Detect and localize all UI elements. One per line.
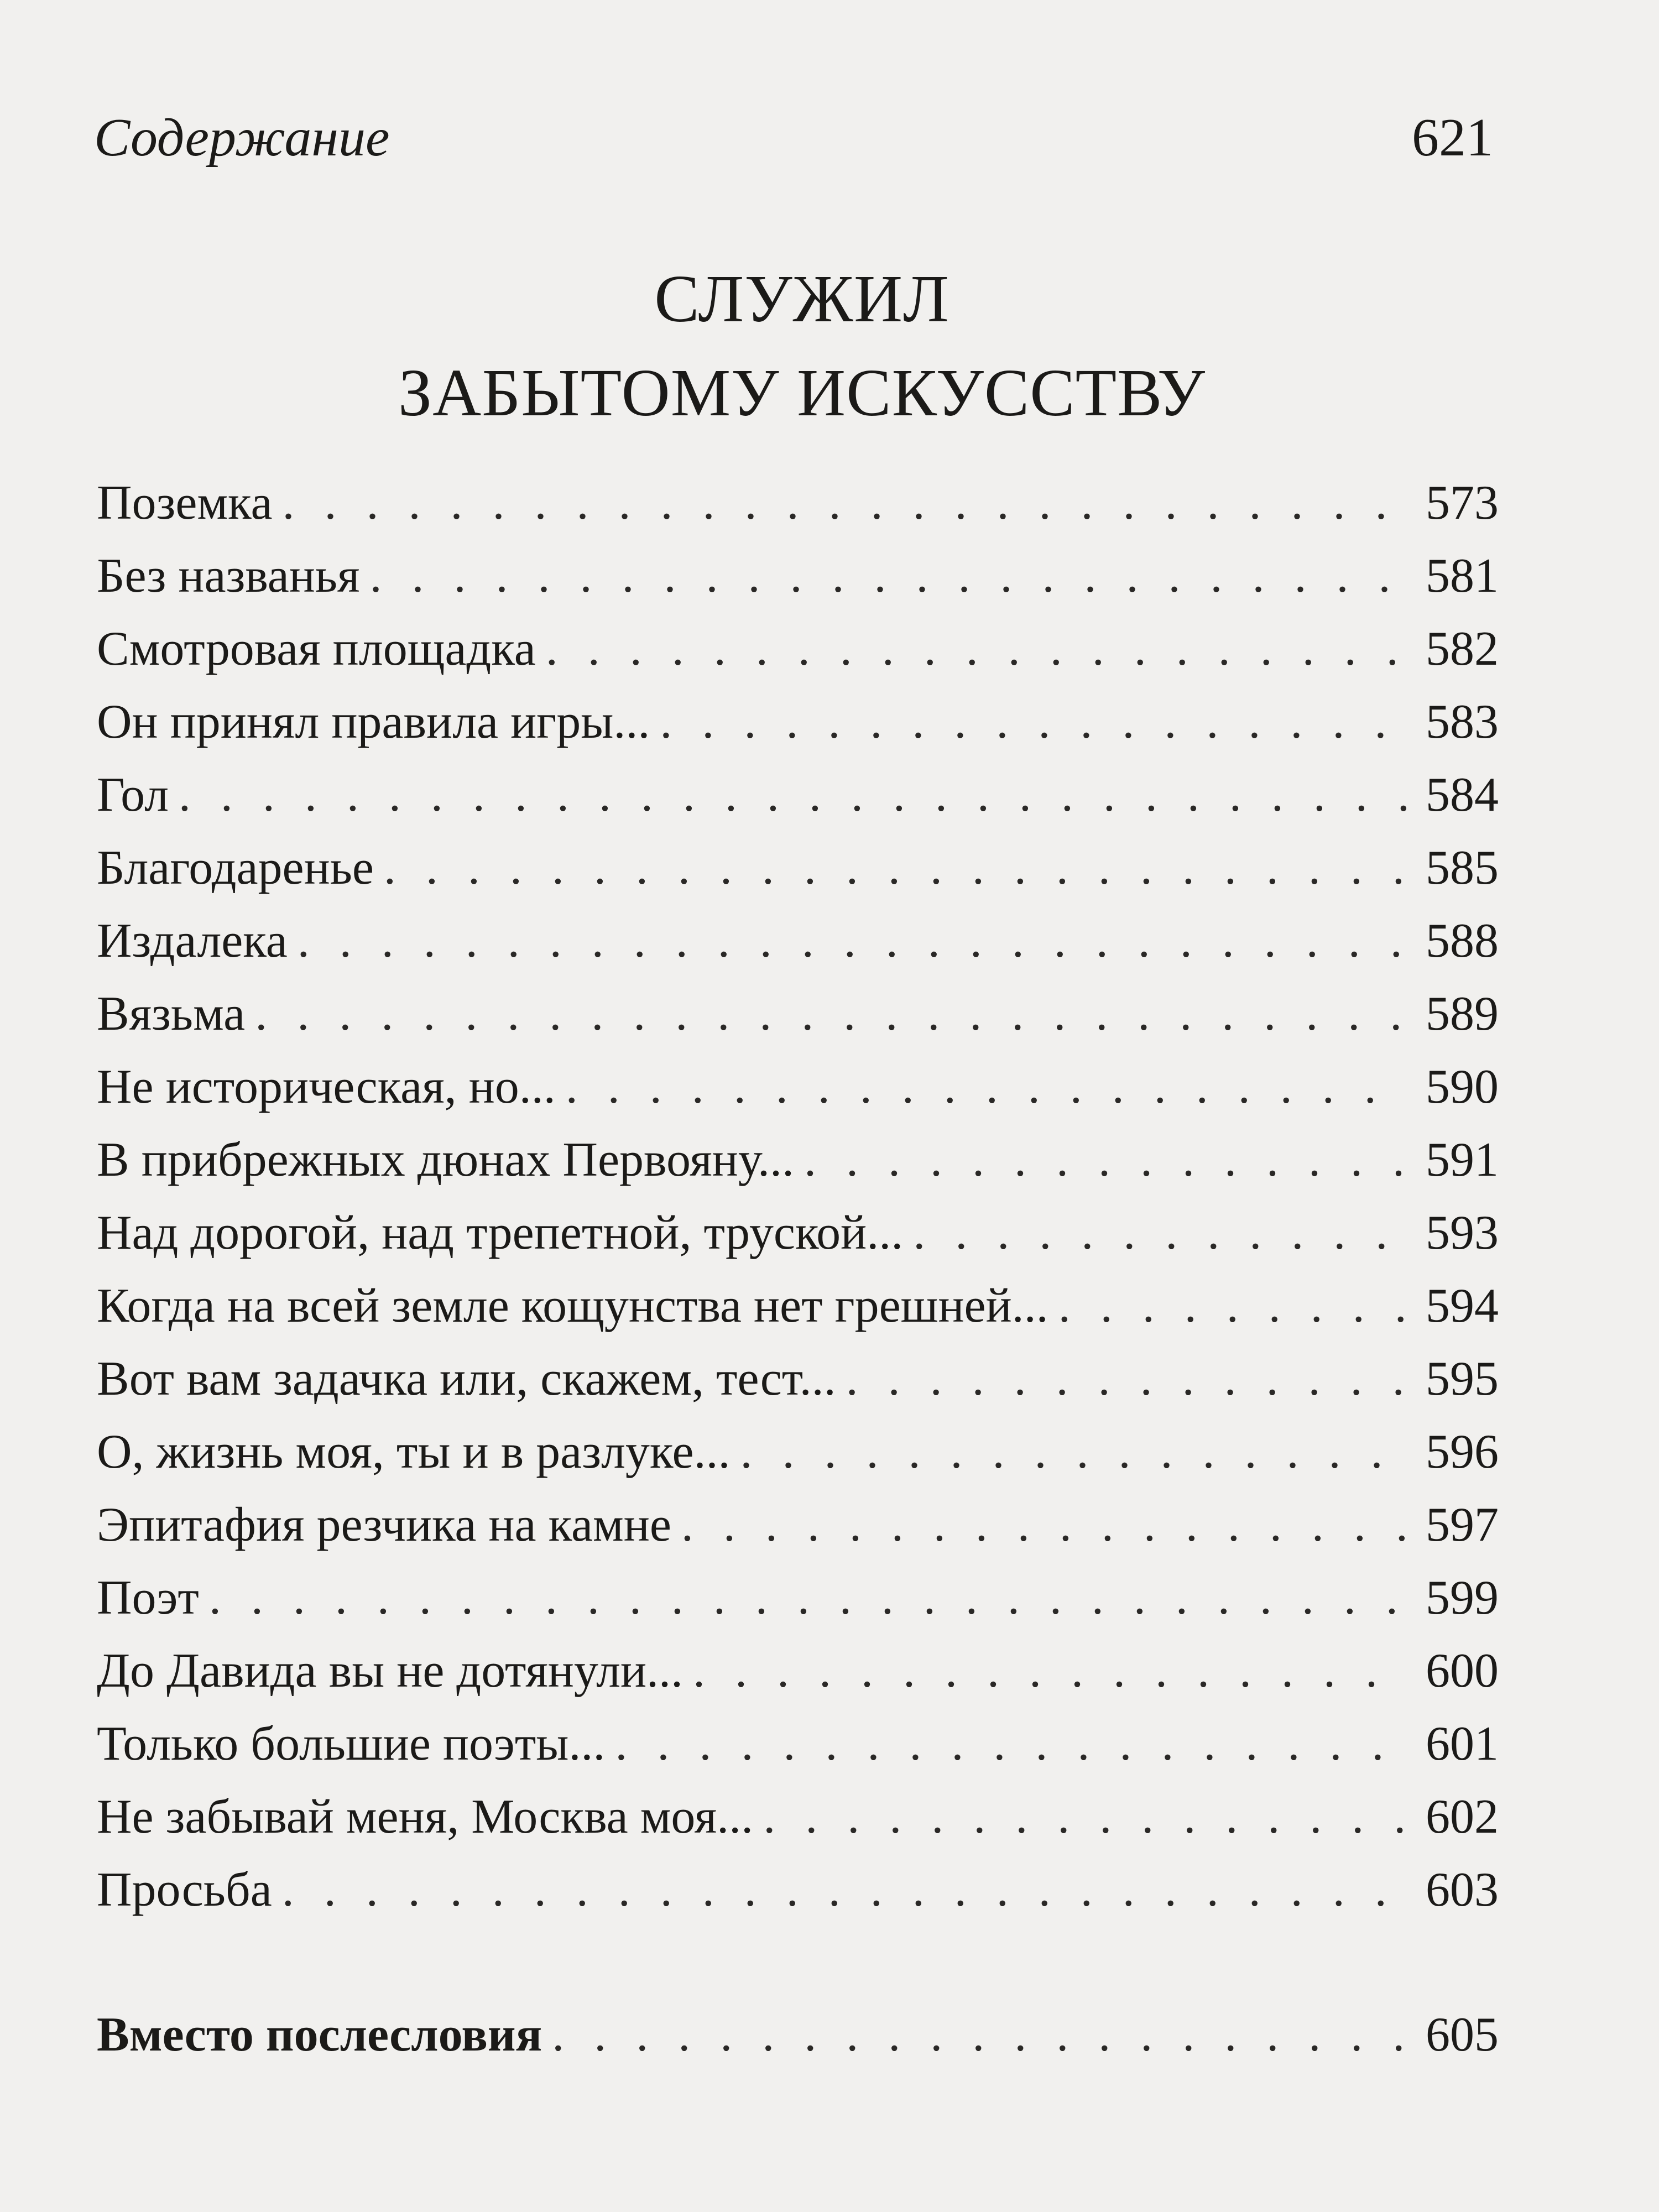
- dot-leader: [804, 1133, 1407, 1188]
- page-number: 621: [1412, 108, 1493, 168]
- dot-leader: [255, 987, 1407, 1042]
- toc-entry-title: Гол: [97, 768, 169, 822]
- dot-leader: [370, 549, 1407, 604]
- toc-entry-title: Благодаренье: [97, 841, 374, 895]
- toc-entry-page: 584: [1426, 768, 1499, 822]
- toc-entry-page: 573: [1426, 476, 1499, 530]
- toc-entry[interactable]: [97, 1790, 1499, 1845]
- toc-entry[interactable]: [97, 1352, 1499, 1407]
- toc-entry-title: Не историческая, но...: [97, 1060, 556, 1114]
- dot-leader: [283, 476, 1407, 531]
- toc-entry[interactable]: [97, 841, 1499, 896]
- toc-entry-page: 601: [1426, 1717, 1499, 1771]
- toc-entry[interactable]: [97, 1279, 1499, 1334]
- toc-entry-page: 599: [1426, 1571, 1499, 1625]
- toc-entry-afterword[interactable]: [97, 2007, 1499, 2063]
- toc-entry-page: 593: [1426, 1206, 1499, 1260]
- toc-entry-page: 588: [1426, 914, 1499, 968]
- toc-entry[interactable]: [97, 1644, 1499, 1699]
- toc-entry-title: Поземка: [97, 476, 273, 530]
- toc-entry-page: 590: [1426, 1060, 1499, 1114]
- toc-entry-page: 595: [1426, 1352, 1499, 1406]
- toc-entry[interactable]: [97, 695, 1499, 750]
- toc-entry-title: О, жизнь моя, ты и в разлуке...: [97, 1425, 731, 1479]
- toc-entry-title: До Давида вы не дотянули...: [97, 1644, 684, 1698]
- toc-entry[interactable]: [97, 1060, 1499, 1115]
- toc-entry-page: 585: [1426, 841, 1499, 895]
- dot-leader: [615, 1717, 1407, 1772]
- dot-leader: [693, 1644, 1407, 1699]
- toc-entry-title: Не забывай меня, Москва моя...: [97, 1790, 754, 1844]
- toc-entry-page: 602: [1426, 1790, 1499, 1844]
- toc-entry[interactable]: [97, 476, 1499, 531]
- toc-entry-title: Вот вам задачка или, скажем, тест...: [97, 1352, 836, 1406]
- toc-entry-page: 603: [1426, 1863, 1499, 1917]
- toc-entry-page: 594: [1426, 1279, 1499, 1333]
- dot-leader: [384, 841, 1407, 896]
- toc-entry[interactable]: [97, 768, 1499, 823]
- dot-leader: [660, 695, 1407, 750]
- toc-entry-title: Поэт: [97, 1571, 199, 1625]
- dot-leader: [740, 1425, 1407, 1480]
- toc-entry[interactable]: [97, 622, 1499, 677]
- toc-entry-title: Он принял правила игры...: [97, 695, 650, 749]
- dot-leader: [298, 914, 1407, 969]
- toc-entry-page: 583: [1426, 695, 1499, 749]
- section-title-line-1: СЛУЖИЛ: [654, 262, 950, 336]
- toc-entry-title: Без названья: [97, 549, 360, 603]
- toc-entry-page: 591: [1426, 1133, 1499, 1187]
- dot-leader: [546, 622, 1407, 677]
- dot-leader: [846, 1352, 1407, 1407]
- toc-entry[interactable]: [97, 1425, 1499, 1480]
- toc-entry-title: Вязьма: [97, 987, 246, 1041]
- toc-entry-title: Когда на всей земле кощунства нет грешней...: [97, 1279, 1048, 1333]
- toc-entry-title: Вместо послесловия: [97, 2008, 542, 2062]
- toc-entry[interactable]: [97, 1206, 1499, 1261]
- toc-entry[interactable]: [97, 1498, 1499, 1553]
- running-head: Содержание: [94, 108, 390, 168]
- toc-entry[interactable]: [97, 1133, 1499, 1188]
- toc-entry-title: Просьба: [97, 1863, 272, 1917]
- dot-leader: [209, 1571, 1407, 1626]
- dot-leader: [681, 1498, 1407, 1553]
- dot-leader: [1058, 1279, 1407, 1334]
- toc-entry-title: В прибрежных дюнах Первояну...: [97, 1133, 795, 1187]
- toc-entry-page: 596: [1426, 1425, 1499, 1479]
- toc-entry-title: Издалека: [97, 914, 288, 968]
- dot-leader: [566, 1060, 1407, 1115]
- toc-entry-page: 581: [1426, 549, 1499, 603]
- toc-entry-page: 582: [1426, 622, 1499, 676]
- toc-entry-page: 600: [1426, 1644, 1499, 1698]
- toc-entry-title: Только большие поэты...: [97, 1717, 606, 1771]
- dot-leader: [913, 1206, 1407, 1261]
- toc-entry-page: 597: [1426, 1498, 1499, 1552]
- toc-entry[interactable]: [97, 549, 1499, 604]
- dot-leader: [763, 1790, 1407, 1845]
- toc-entry[interactable]: [97, 987, 1499, 1042]
- section-title-line-2: ЗАБЫТОМУ ИСКУССТВУ: [398, 356, 1206, 430]
- dot-leader: [179, 768, 1407, 823]
- toc-entry-title: Смотровая площадка: [97, 622, 536, 676]
- dot-leader: [552, 2007, 1407, 2063]
- toc-entry[interactable]: [97, 1717, 1499, 1772]
- toc-entry-page: 589: [1426, 987, 1499, 1041]
- toc-entry[interactable]: [97, 1863, 1499, 1918]
- toc-entry-title: Эпитафия резчика на камне: [97, 1498, 671, 1552]
- dot-leader: [282, 1863, 1407, 1918]
- toc-entry-title: Над дорогой, над трепетной, труской...: [97, 1206, 904, 1260]
- toc-entry[interactable]: [97, 1571, 1499, 1626]
- toc-entry-page: 605: [1426, 2008, 1499, 2062]
- toc-entry[interactable]: [97, 914, 1499, 969]
